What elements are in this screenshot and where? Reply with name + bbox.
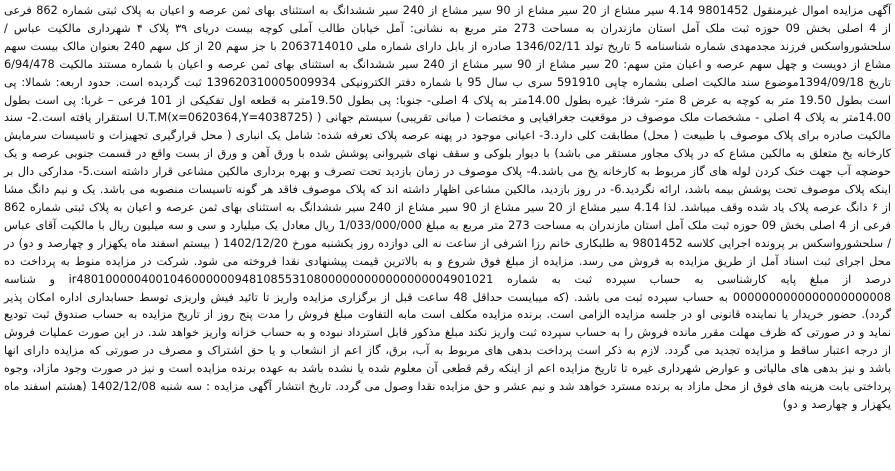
auction-notice-text: آگهی مزایده اموال غیرمنقول 9801452 4.14 سیر مشاع از 20 سیر مشاع از 90 سیر مشاع از 240 سیر ششدانگ به استثنای بهای ثمن عرصه و اعیان به پلاک ثبتی شماره 862 فرعی از 4 اصلی بخش 09 حوزه ثبت ملک آمل استان مازندران به مساحت 273 متر مربع به نشانی: آمل خیابان طالب آملی کوچه بیست دریای ۳۹ پلاک ۴ شهرداری مالکیت عباس / سلحشورواسکس فرزند مجدمهدی شماره شناسنامه 5 تاریخ تولد 1346/02/11 صادره از بابل دارای شماره ملی 2063714010 با جز سهم 20 از کل سهم 240 بعنوان مالک بیست سهم مشاع از دویست و چهل سهم عرصه و اعیان متن سهم: 20 سیر مشاع از 90 سیر مشاع از 240 سیر ششدانگ به استثنای بهای ثمن عرصه و اعیان با شماره مستند مالکیت 6/94/478 تاریخ 1394/09/18موضوع سند مالکیت اصلی بشماره چاپی 591910 سری ب سال 95 با شماره دفتر الکترونیکی 139620310005009934 ثبت گردیده است. حدود اربعه: شمالا: پی است بطول 19.50 متر به کوچه به عرض 8 متر- شرقا: غیره بطول 14.00متر به پلاک 4 اصلی- جنوبا: پی بطول 19.50متر به قطعه اول تفکیکی از 101 فرعی – غربا: پی است بطول 14.00متر به پلاک 4 اصلی - مشخصات ملک موصوف در موقعیت جغرافیایی و مختصات ( میانی تقریبی) سیستم جهانی ( U.T.M(x=0620364,Y=4038725) استقرار یافته است.2- سند مالکیت صادره برای پلاک موصوف با طبیعت ( محل) مطابقت کلی دارد.3- اعیانی موجود در پهنه عرصه پلاک تعرفه شده: شامل یک انباری ( محل قرارگیری تجهیزات و تاسیسات سرمایش کارخانه یخ متعلق به مالکین مشاع که در پلاک مجاور مستقر می باشد) با دیوار بلوکی و سقف نهای شیروانی پوشش شده با ورق آهن و ورق از بست واقع در قسمت جنوبی عرصه و یک حوضچه آب جهت خنک کردن لوله های گاز مربوط به کارخانه یخ می باشد.4- پلاک موصوف در زمان بازدید تحت تصرف و بهره برداری مالکین مشاعی قرار داشته است.5- مدارکی دال بر اینکه پلاک موصوف تحت پوشش بیمه باشد، ارائه نگردید.6- در روز بازدید، مالکین مشاعی اظهار داشته اند که پلاک موصوف فاقد هر گونه تاسیسات منصوبه می باشد. یک و نیم دانگ مشا از ۶ دانگ عرصه پلاک یاد شده وقف میباشد. لذا 4.14 سیر مشاع از 20 سیر مشاع از 90 سیر مشاع از 240 سیر ششدانگ به استثنای بهای ثمن عرصه و اعیان به پلاک ثبتی شماره 862 فرعی از 4 اصلی بخش 09 حوزه ثبت ملک آمل استان مازندران به مساحت 273 متر مربع به مبلغ 1/033/000/000 ریال معادل یک میلیارد و سی و سه میلیون ریال با مالکیت آقای عباس / سلحشورواسکس بر پرونده اجرایی کلاسه 9801452 به طلبکاری خانم رزا اشرفی از ساعت نه الی دوازده روز یکشنبه مورخ 1402/12/20 ( بیستم اسفند ماه یکهزار و چهارصد و دو) در محل اجرای ثبت اسناد آمل از طریق مزایده به فروش می رسد. مزایده از مبلغ فوق شروع و به بالاترین قیمت پیشنهادی نقدا فروخته می شود. شرکت در مزایده منوط به پرداخت ده درصد از مبلغ پایه کارشناسی به حساب سپرده ثبت به شماره ir4801000004001046000000948108553108000000000000000004901021 و شناسه 0000000000000000000008 به حساب سپرده ثبت می باشد. (که میبایست حداقل 48 ساعت قبل از برگزاری مزایده واریز تا تائید فیش واریزی توسط حسابداری اداره امکان پذیر گردد). حضور خریدار یا نماینده قانونی او در جلسه مزایده الزامی است. برنده مزایده مکلف است مابه التفاوت مبلغ فروش را مدت پنج روز از تاریخ مزایده به حساب صندوق ثبت تودیع نماید و در صورتی که ظرف مهلت مقرر مانده فروش را به حساب سپرده ثبت واریز نکند مبلغ مذکور قابل استرداد نبوده و به حساب خزانه واریز خواهد شد. در این صورت عملیات فروش از درجه اعتبار ساقط و مزایده تجدید می گردد. لازم به ذکر است پرداخت بدهی های مربوط به آب، برق، گاز اعم از انشعاب و یا حق اشتراک و مصرف در صورتی که مزایده دارای انها باشد و نیز بدهی های مالیاتی و عوارض شهرداری غیره تا تاریخ مزایده اعم از اینکه رقم قطعی آن معلوم شده یا نشده باشد به عهده برنده مزایده است و نیز در صورت وجود مازاد، وجوه پرداختی بابت هزینه های فوق از محل مازاد به برنده مسترد خواهد شد و نیم عشر و حق مزایده نقدا وصول می گردد. تاریخ انتشار آگهی مزایده : سه شنبه 1402/12/08 (هشتم اسفند ماه یکهزار و چهارصد و دو)	[4, 4, 892, 411]
